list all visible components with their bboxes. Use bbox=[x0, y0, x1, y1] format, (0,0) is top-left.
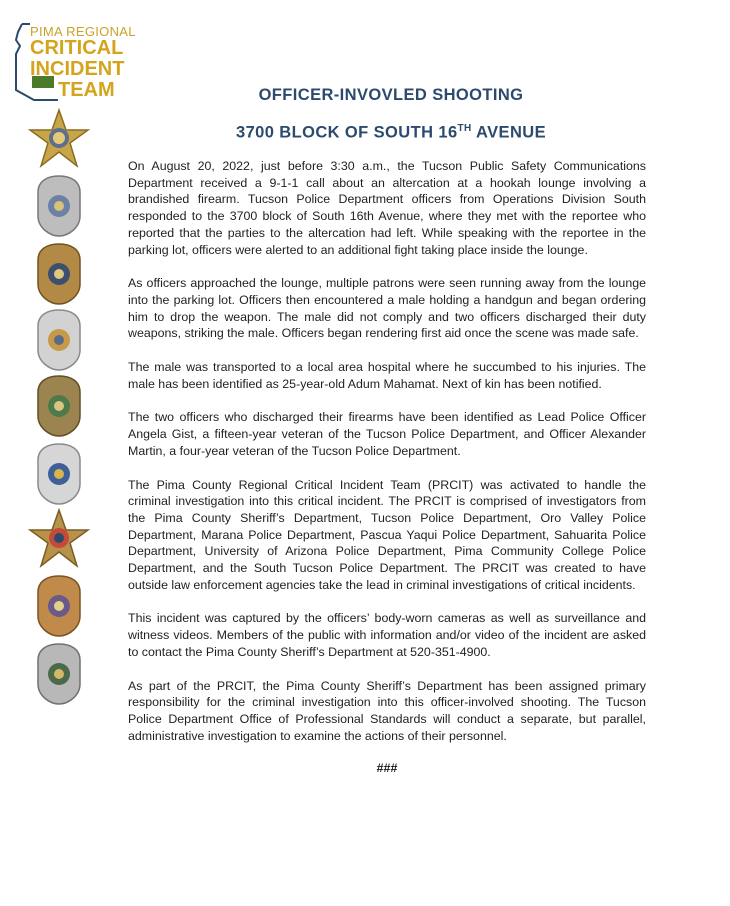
document-title: OFFICER-INVOVLED SHOOTING bbox=[258, 86, 524, 104]
sheriff-star-badge-icon bbox=[24, 108, 94, 172]
document-subtitle bbox=[128, 123, 654, 143]
pima-college-police-badge-icon bbox=[24, 574, 94, 638]
south-tucson-police-badge-icon bbox=[24, 642, 94, 706]
logo-line-critical: CRITICAL bbox=[30, 37, 124, 59]
sahuarita-police-badge-icon bbox=[24, 442, 94, 506]
end-mark: ### bbox=[376, 761, 398, 776]
paragraph-investigation: As part of the PRCIT, the Pima County Sheriff’s Department has been assigned primary responsibility for the criminal investigation into this officer-involved shooting. The Tucson Police Department Office of Professional Standards will conduct a separate, but parallel, administrative investigation to examine the actions of their personnel. bbox=[128, 678, 646, 743]
tucson-police-badge-icon bbox=[24, 174, 94, 238]
university-of-arizona-police-star-icon bbox=[24, 508, 94, 572]
paragraph-shooting: As officers approached the lounge, multiple patrons were seen running away from the lounge into the parking lot. Officers then encountered a male holding a handgun and began ordering him to drop the weapon. The male did not comply and two officers discharged their duty weapons, striking the male. Officers began rendering first aid once the scene was made safe. bbox=[128, 276, 646, 341]
prcit-logo bbox=[8, 20, 148, 102]
paragraph-contact: This incident was captured by the officers’ body-worn cameras as well as surveillance and witness videos. Members of the public with information and/or video of the incident are asked to contact the Pima County Sheriff’s Department at 520-351-4900. bbox=[128, 611, 646, 659]
marana-police-badge-icon bbox=[24, 308, 94, 372]
logo-line-pima-regional: PIMA REGIONAL bbox=[30, 24, 136, 39]
pascua-yaqui-police-badge-icon bbox=[24, 374, 94, 438]
paragraph-officers: The two officers who discharged their firearms have been identified as Lead Police Officer Angela Gist, a fifteen-year veteran of the Tucson Police Department, and Officer Alexander Martin, a four-year veteran of the Tucson Police Department. bbox=[128, 410, 646, 458]
logo-line-team: TEAM bbox=[58, 79, 115, 101]
paragraph-incident-call: On August 20, 2022, just before 3:30 a.m., the Tucson Public Safety Communications Department received a 9-1-1 call about an altercation at a hookah lounge involving a brandished firearm. Tucson Police Department officers from Operations Division South responded to the 3700 block of South 16th Avenue, where they met with the reportee who reported that the parties to the altercation had left. While speaking with the reportee in the parking lot, officers were alerted to an additional fight taking place inside the lounge. bbox=[128, 159, 646, 257]
paragraph-deceased: The male was transported to a local area hospital where he succumbed to his injuries. The male has been identified as 25-year-old Adum Mahamat. Next of kin has been notified. bbox=[128, 360, 646, 391]
subtitle-main: 3700 BLOCK OF SOUTH 16 bbox=[236, 123, 458, 142]
subtitle-superscript: TH bbox=[457, 123, 472, 134]
logo-line-incident: INCIDENT bbox=[30, 58, 125, 80]
press-release-body bbox=[128, 158, 646, 775]
oro-valley-police-badge-icon bbox=[24, 242, 94, 306]
subtitle-tail: AVENUE bbox=[471, 123, 546, 142]
paragraph-prcit: The Pima County Regional Critical Incident Team (PRCIT) was activated to handle the criminal investigation into this critical incident. The PRCIT is comprised of investigators from the Pima County Sheriff’s Department, Tucson Police Department, Oro Valley Police Department, Marana Police Department, Pascua Yaqui Police Department, Sahuarita Police Department, University of Arizona Police Department, Pima Community College Police Department, and the South Tucson Police Department. The PRCIT was created to have outside law enforcement agencies take the lead in criminal investigations of critical incidents. bbox=[128, 477, 646, 592]
